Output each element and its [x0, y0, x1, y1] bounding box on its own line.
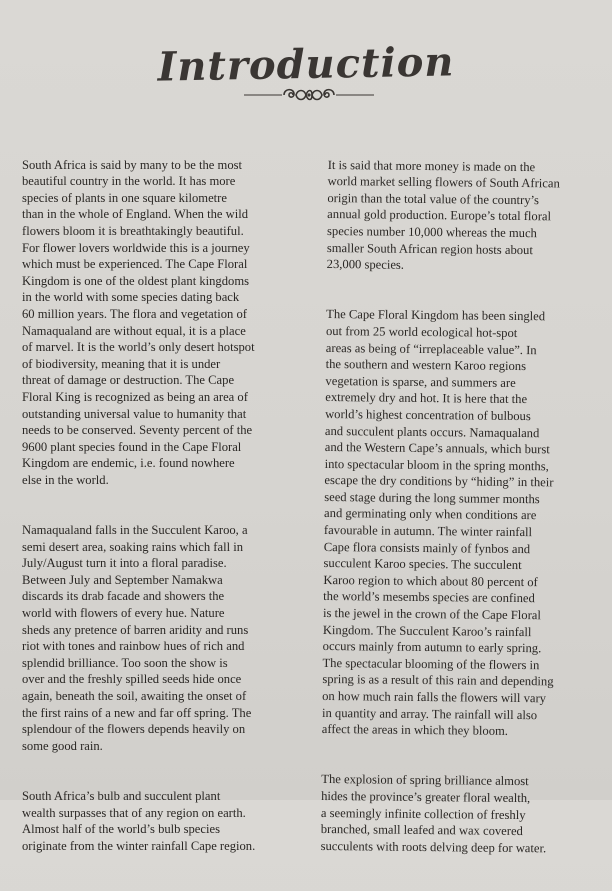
left-column: [22, 140, 312, 888]
intro-paragraph-2: Namaqualand falls in the Succulent Karoo, a semi desert area, soaking rains which fall in July/August turn it into a floral paradise. Between July and September Namakwa discards its drab facade and showers the world with flowers of every hue. Nature sheds any pretence of barren aridity and runs riot with tones and rainbow hues of rich and splendid brilliance. Too soon the show is over and the freshly spilled seeds hide once again, beneath the soil, awaiting the onset of the first rains of a new and far off spring. The splendour of the flowers depends heavily on some good rain.: [22, 523, 252, 753]
right-column: [320, 140, 598, 891]
intro-paragraph-6: The explosion of spring brilliance almost hides the province’s greater floral wealth, a seemingly infinite collection of freshly branched, small leafed and wax covered succulents with roots delving deep for water.: [320, 772, 547, 856]
page-title: Introduction: [157, 38, 455, 91]
intro-paragraph-5: The Cape Floral Kingdom has been singled out from 25 world ecological hot-spot areas as being of “irreplaceable value”. In the southern and western Karoo regions vegetation is sparse, and summers are extremely dry and hot. It is here that the world’s highest concentration of bulbous and succulent plants occurs. Namaqualand and the Western Cape’s annuals, which burst into spectacular bloom in the spring months, escape the dry conditions by “hiding” in their seed stage during the long summer months and germinating only when conditions are favourable in autumn. The winter rainfall Cape flora consists mainly of fynbos and succulent Karoo species. The succulent Karoo region to which about 80 percent of the world’s mesembs species are confined is the jewel in the crown of the Cape Floral Kingdom. The Succulent Karoo’s rainfall occurs mainly from autumn to early spring. The spectacular blooming of the flowers in spring is as a result of this rain and depending on how much rain falls the flowers will vary in quantity and array. The rainfall will also affect the areas in which they bloom.: [321, 307, 554, 739]
intro-paragraph-3: South Africa’s bulb and succulent plant wealth surpasses that of any region on earth. Almost half of the world’s bulb species originate from the winter rainfall Cape region.: [22, 788, 256, 853]
intro-paragraph-4: It is said that more money is made on the world market selling flowers of South African origin than the total value of the country’s annual gold production. Europe’s total floral species number 10,000 whereas the much smaller South African region hosts about 23,000 species.: [326, 157, 560, 272]
intro-paragraph-1: South Africa is said by many to be the most beautiful country in the world. It has more species of plants in one square kilometre than in the whole of England. When the wild flowers bloom it is breathtakingly beautiful. For flower lovers worldwide this is a journey which must be experienced. The Cape Floral Kingdom is one of the oldest plant kingdoms in the world with some species dating back 60 million years. The flora and vegetation of Namaqualand are without equal, it is a place of marvel. It is the world’s only desert hotspot of biodiversity, meaning that it is under threat of damage or destruction. The Cape Floral King is recognized as being an area of outstanding universal value to humanity that needs to be conserved. Seventy percent of the 9600 plant species found in the Cape Floral Kingdom are endemic, i.e. found nowhere else in the world.: [22, 157, 255, 487]
scroll-flourish-icon: [244, 84, 374, 106]
